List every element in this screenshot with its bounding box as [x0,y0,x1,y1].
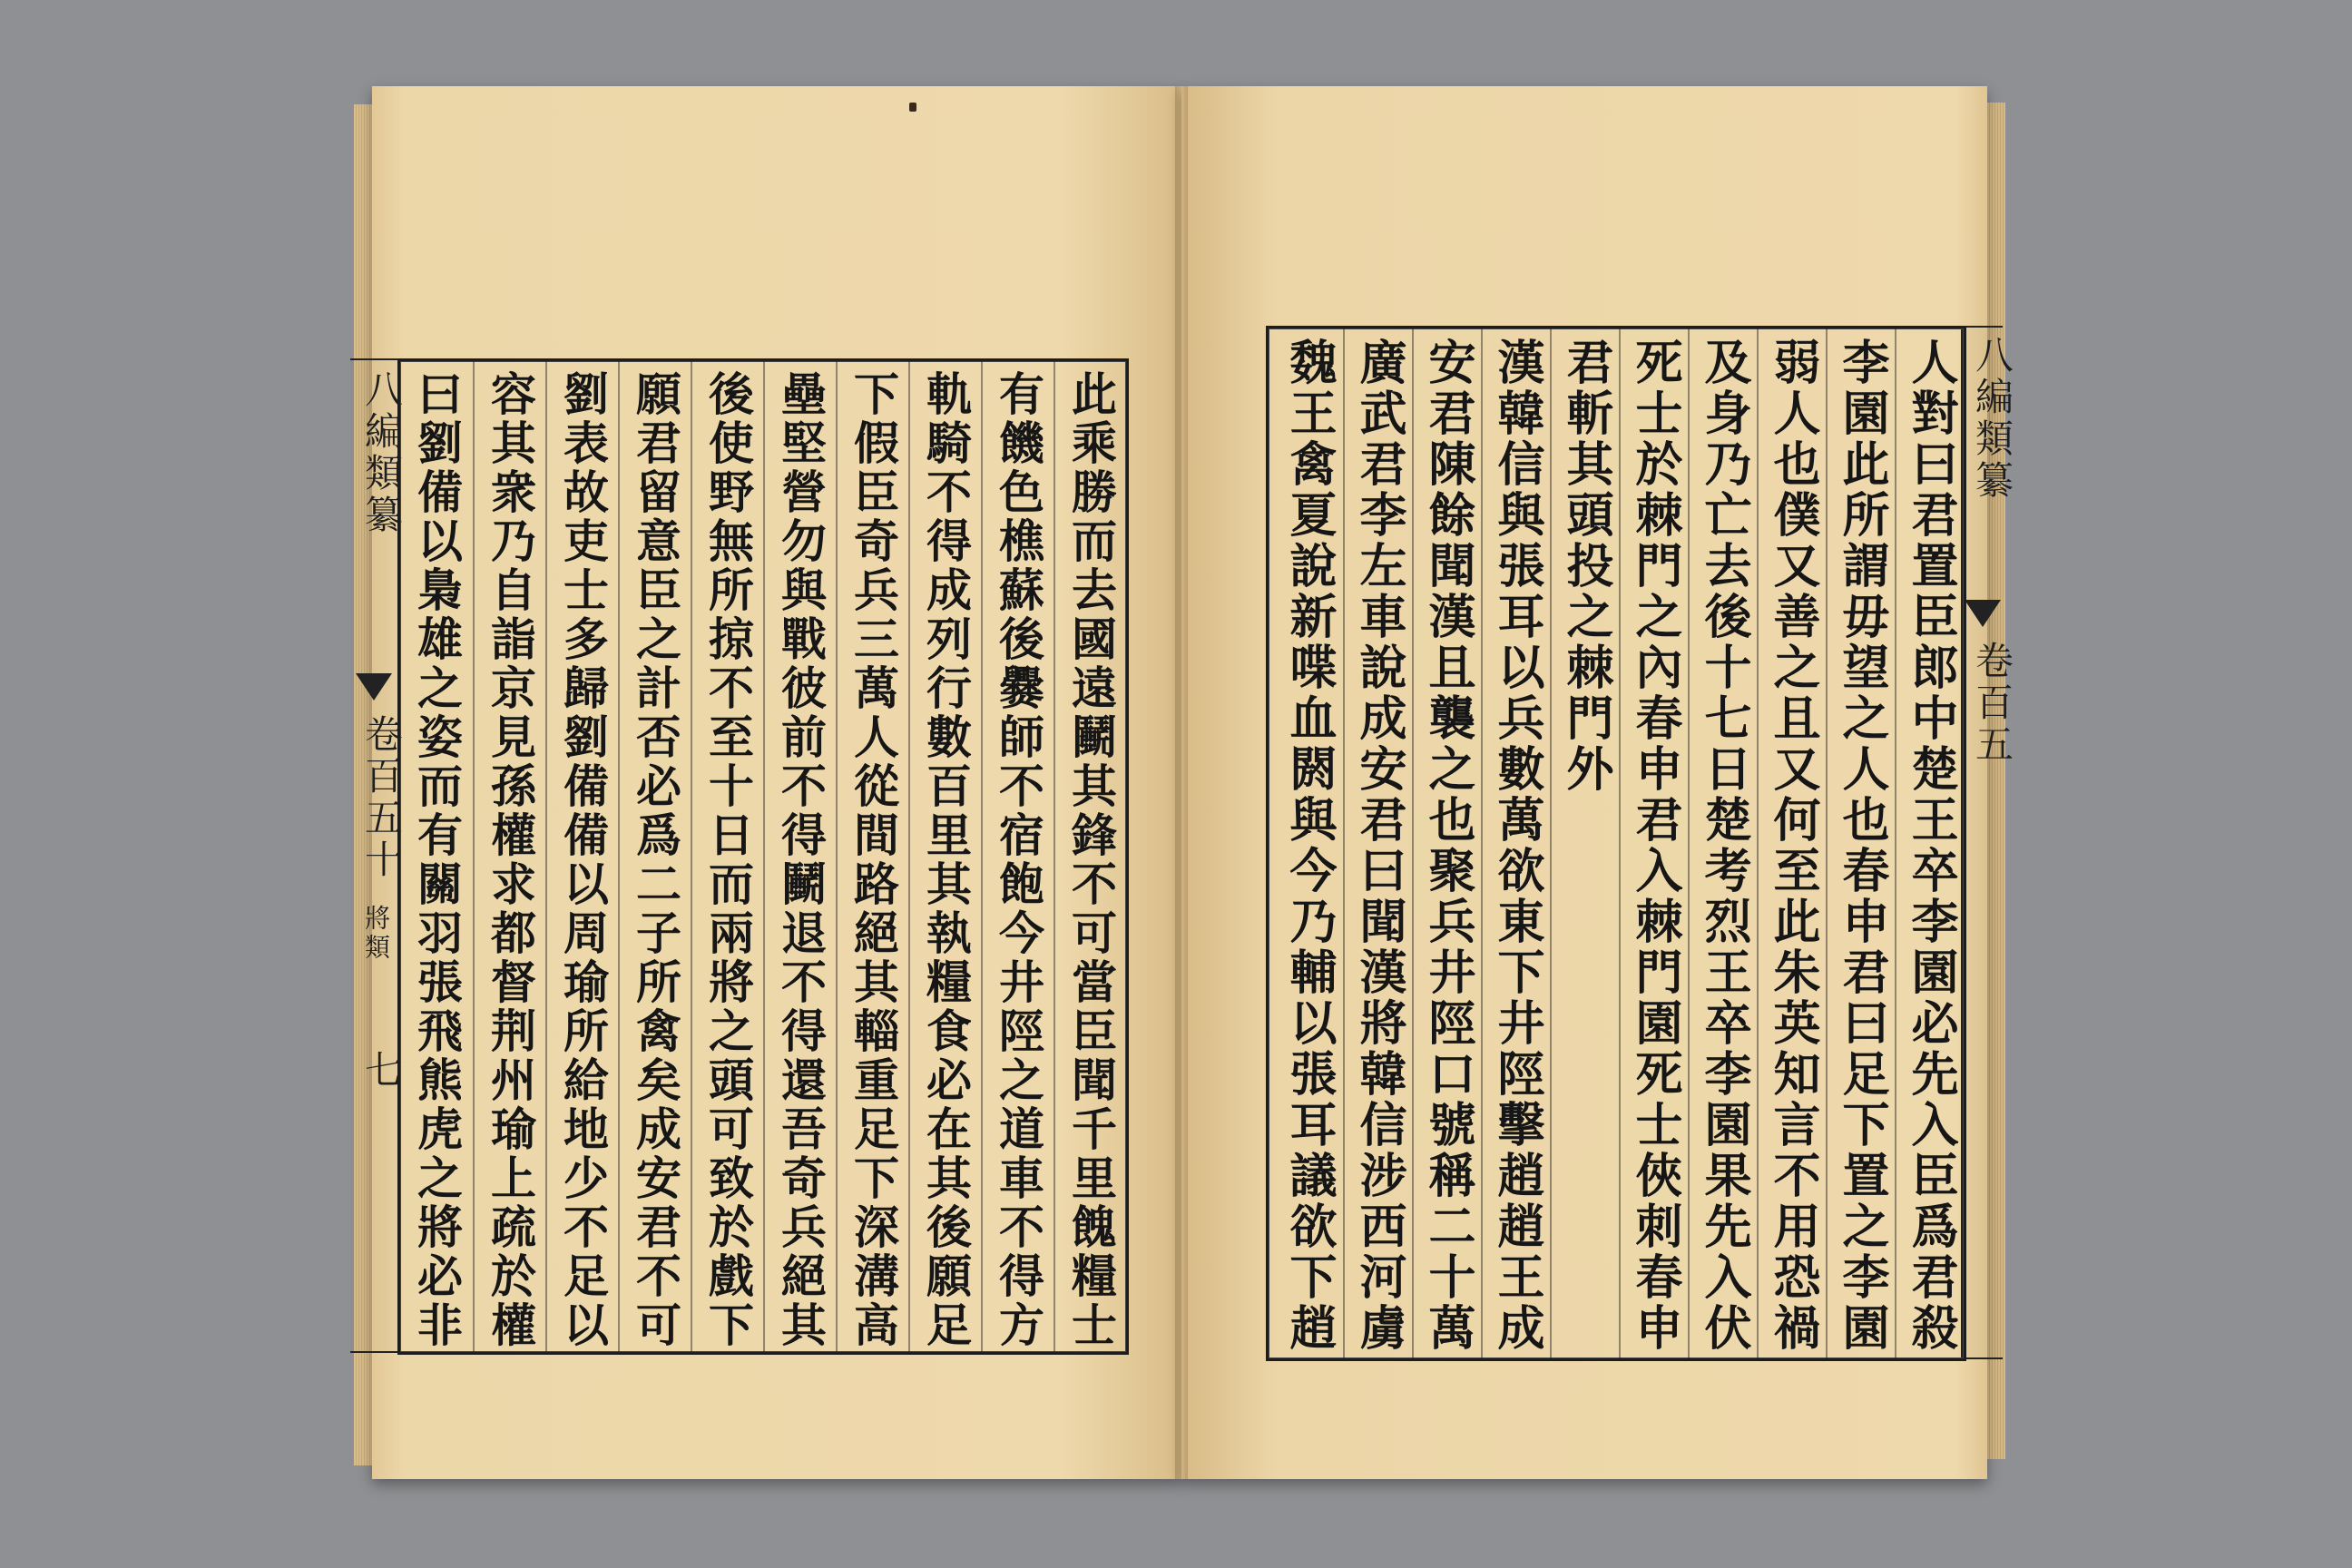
text-column: 有饑色樵蘇後爨師不宿飽今井陘之道車不得方 [981,361,1054,1352]
left-text-block [397,358,1129,1355]
ink-spot [909,103,916,112]
text-column: 後使野無所掠不至十日而兩將之頭可致於戲下 [691,361,763,1352]
text-column: 下假臣奇兵三萬人從間路絕其輜重足下深溝高 [836,361,908,1352]
text-column: 軌騎不得成列行數百里其執糧食必在其後願足 [908,361,981,1352]
left-fold-margin [350,358,404,1353]
right-header-title: 八編類纂 [1970,335,2014,502]
left-header-title: 八編類纂 [359,369,404,536]
text-column: 劉表故吏士多歸劉備備以周瑜所給地少不足以 [545,361,618,1352]
right-text-columns [1269,328,1964,1358]
open-book [354,86,2014,1479]
text-column: 君斬其頭投之棘門外 [1550,328,1619,1358]
right-fold-margin [1961,326,2014,1359]
book-gutter [1175,86,1188,1479]
text-column: 曰劉備以梟雄之姿而有關羽張飛熊虎之將必非 [410,370,464,1350]
text-column: 願君留意臣之計否必爲二子所禽矣成安君不可 [618,361,691,1352]
text-column: 及身乃亡去後十七日楚考烈王卒李園果先入伏 [1688,328,1757,1358]
left-page-number: 七 [359,1050,404,1092]
text-column: 弱人也僕又善之且又何至此朱英知言不用恐禍 [1757,328,1826,1358]
text-column: 容其衆乃自詣京見孫權求都督荆州瑜上疏於權 [473,361,545,1352]
left-text-columns [400,361,1126,1352]
text-column: 漢韓信與張耳以兵數萬欲東下井陘擊趙趙王成 [1481,328,1550,1358]
left-header-category: 將類 [361,905,391,963]
text-column: 死士於棘門之內春申君入棘門園死士俠刺春申 [1619,328,1688,1358]
fish-tail-mark-icon [356,673,392,701]
left-header-volume: 卷百五十 [359,714,404,881]
text-column: 壘堅營勿與戰彼前不得鬭退不得還吾奇兵絕其 [763,361,836,1352]
right-header-volume: 卷百五 [1970,641,2014,766]
text-column: 廣武君李左車說成安君曰聞漢將韓信涉西河虜 [1343,328,1412,1358]
right-text-block [1266,326,1966,1361]
text-column: 李園此所謂毋望之人也春申君曰足下置之李園 [1826,328,1895,1358]
fish-tail-mark-icon [1965,600,2001,627]
text-column: 此乘勝而去國遠鬭其鋒不可當臣聞千里餽糧士 [1054,361,1126,1352]
text-column: 人對曰君置臣郎中楚王卒李園必先入臣爲君殺 [1895,328,1964,1358]
text-column: 魏王禽夏說新喋血閼與今乃輔以張耳議欲下趙 [1281,338,1337,1354]
text-column: 安君陳餘聞漢且襲之也聚兵井陘口號稱二十萬 [1412,328,1481,1358]
